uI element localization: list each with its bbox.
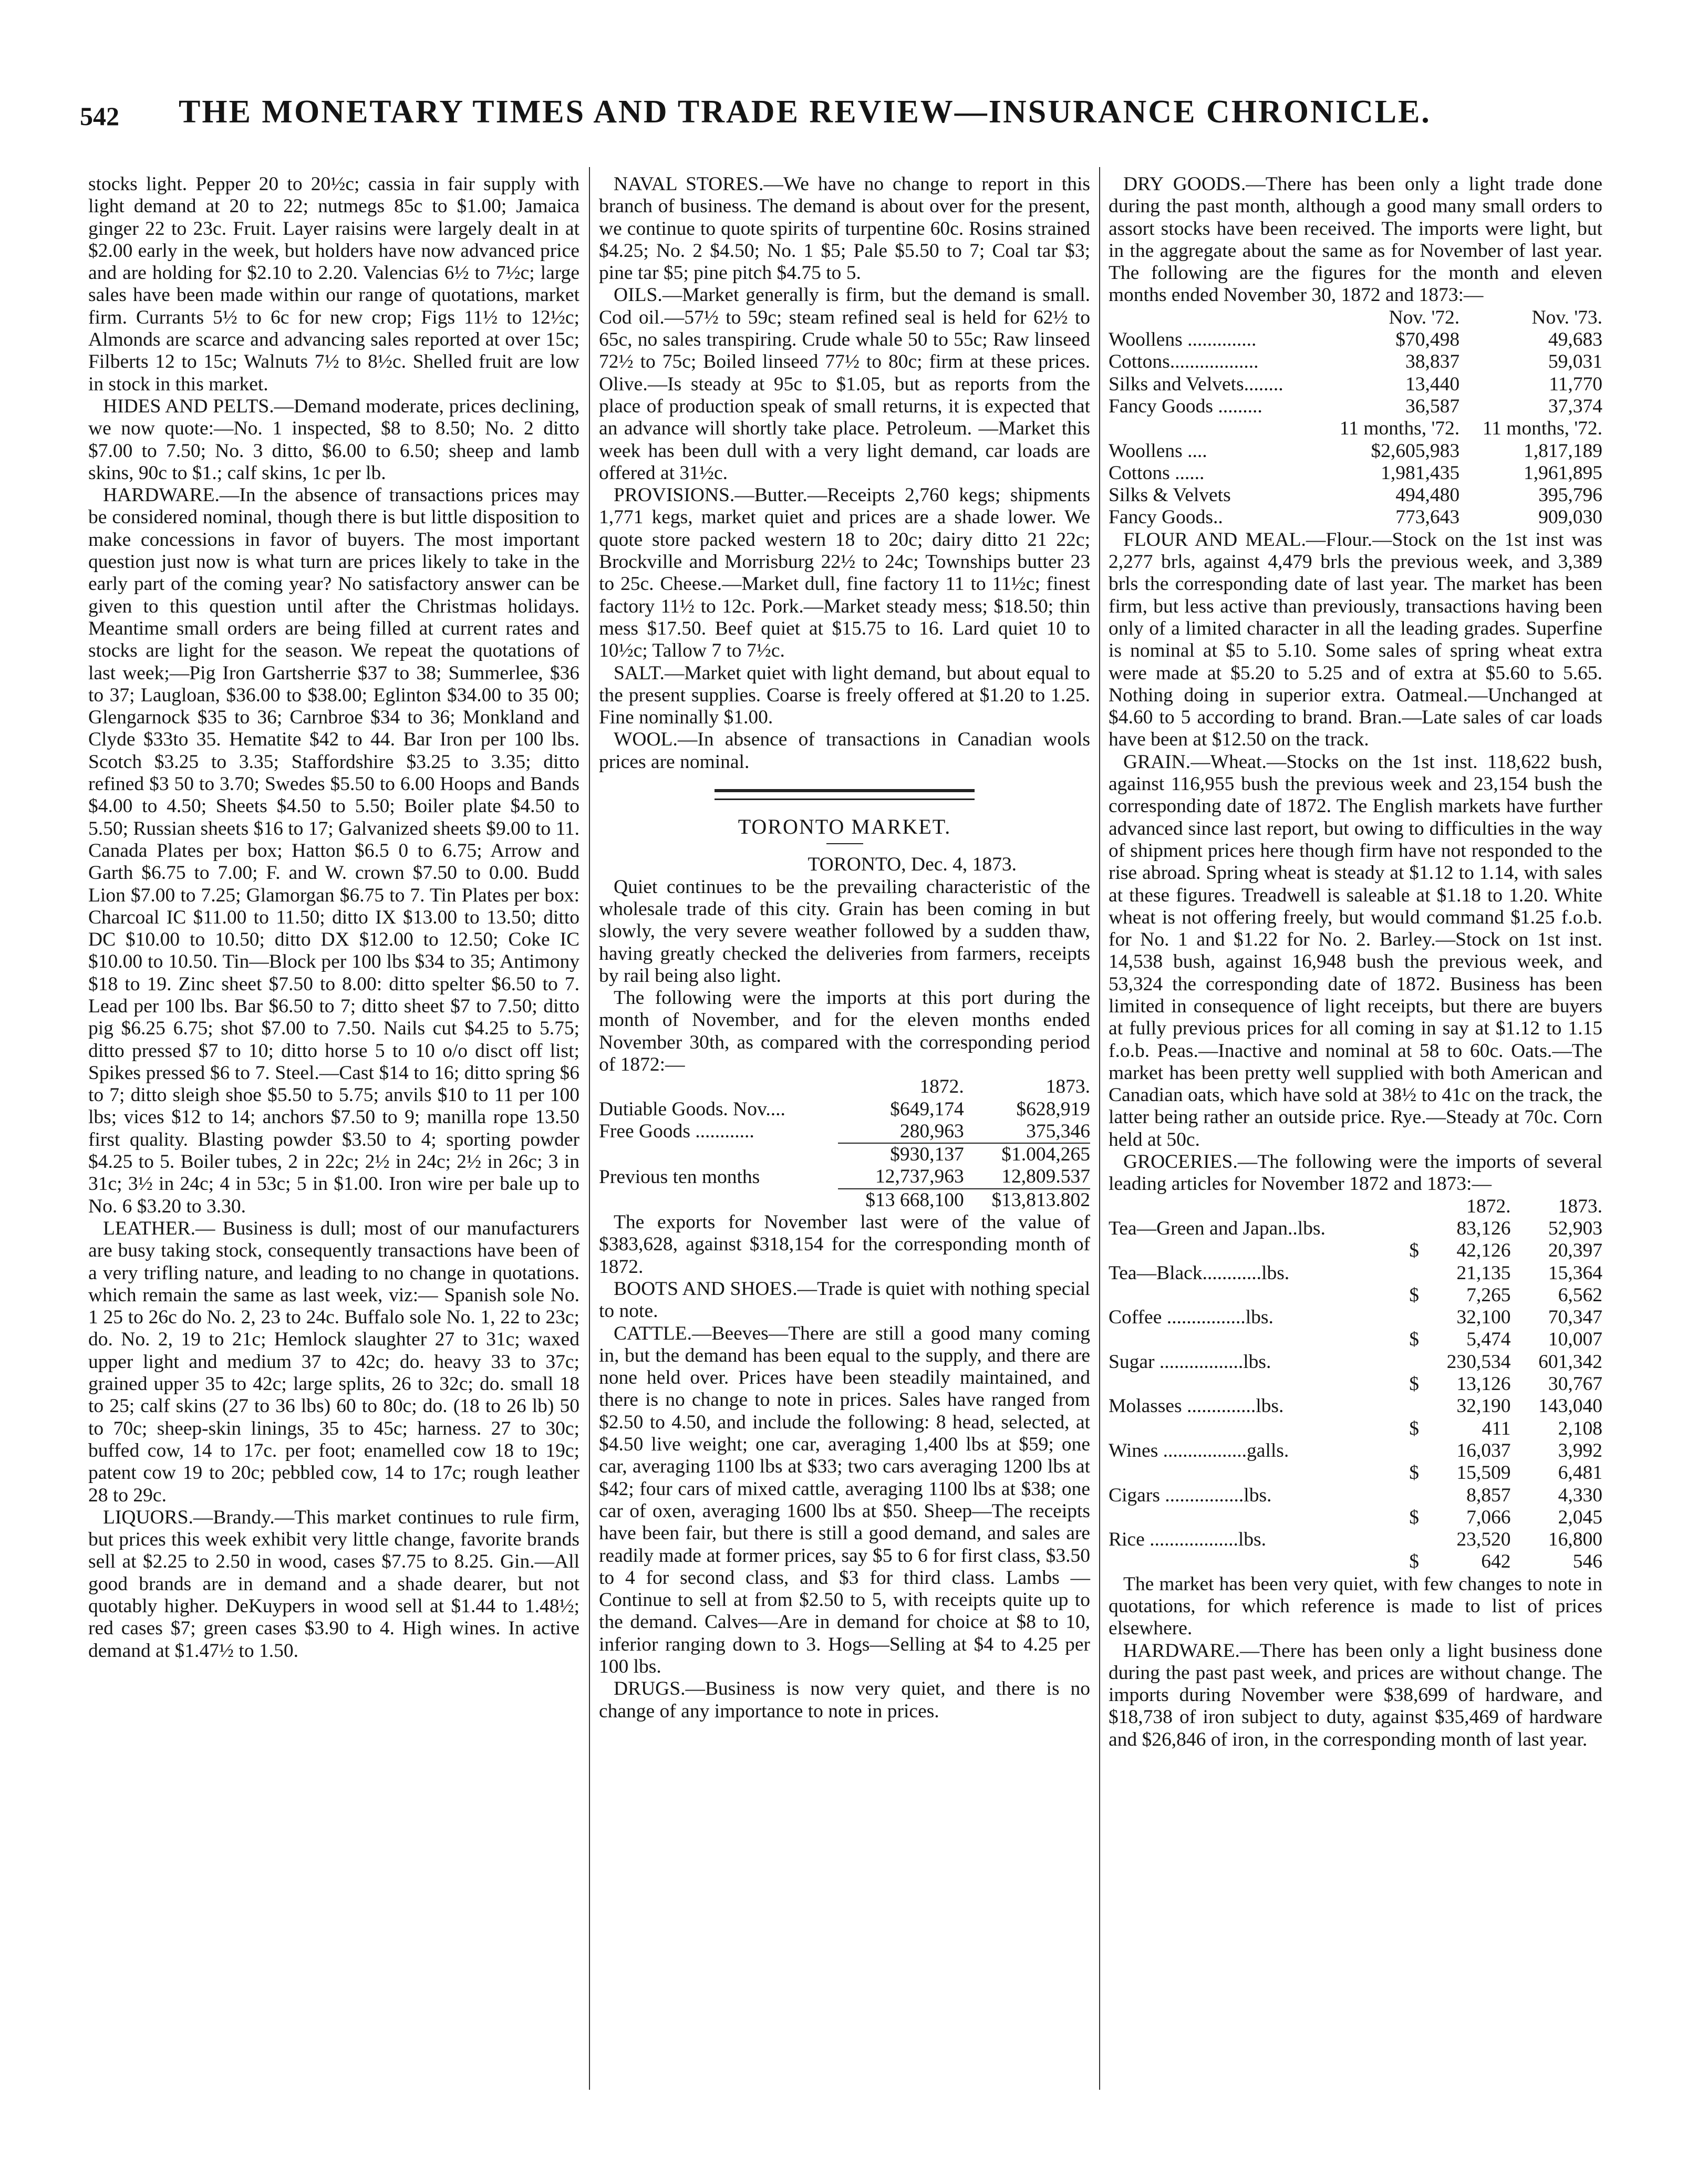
row-label: $ [1409, 1417, 1420, 1439]
cell: 11,770 [1549, 373, 1602, 395]
row-label: Cottons ...... [1109, 462, 1205, 484]
cell: 32,100 [1456, 1307, 1511, 1329]
cell: 411 [1482, 1417, 1511, 1439]
cell: 13,126 [1456, 1373, 1511, 1395]
cell: 15,364 [1548, 1262, 1602, 1284]
cell: $649,174 [890, 1098, 964, 1120]
cell: 12,809.537 [1001, 1166, 1090, 1188]
article-hardware-toronto: HARDWARE.—There has been only a light business done during the past past week, and prices are without change. The imports during November were $38,699 of hardware, and $18,738 of iron subject to duty, against $35,469 of hardware and $26,846 of iron, in the corresponding month of last year. [1109, 1640, 1602, 1750]
table-row [1109, 1240, 1602, 1262]
row-label: Molasses ..............lbs. [1109, 1395, 1284, 1417]
cell: $628,919 [1016, 1098, 1090, 1120]
cell: 15,509 [1456, 1462, 1511, 1484]
cell: 2,108 [1558, 1417, 1602, 1439]
column-1 [88, 173, 579, 1662]
dry-goods-table [1109, 307, 1602, 529]
cell: 1,961,895 [1524, 462, 1602, 484]
cell: 32,190 [1456, 1395, 1511, 1417]
table-row [1109, 1462, 1602, 1484]
article-spices-fruit: stocks light. Pepper 20 to 20½c; cassia in fair supply with light demand at 20 to 22; nutmegs 85c to $1.00; Jamaica ginger 22 to 23c. Fruit. Layer raisins were largely dealt in at $2.00 early in the week, but holders have now advanced price and are holding for $2.10 to 2.20. Valencias 6½ to 7½c; large sales have been made within our range of quotations, market firm. Currants 5½ to 6c for new crop; Figs 11½ to 12½c; Almonds are scarce and advancing sales reported at over 15c; Filberts 12 to 15c; Walnuts 7½ to 8½c. Shelled fruit are low in stock in this market. [88, 173, 579, 395]
table-row [1109, 506, 1602, 528]
table-row [1109, 1551, 1602, 1573]
cell: 494,480 [1395, 484, 1460, 506]
cell: 23,520 [1456, 1529, 1511, 1551]
table-row [1109, 1284, 1602, 1307]
row-label: Wines .................galls. [1109, 1439, 1289, 1461]
table-row [1109, 329, 1602, 351]
cell: 143,040 [1538, 1395, 1602, 1417]
cell: 280,963 [899, 1120, 964, 1142]
article-oils: OILS.—Market generally is firm, but the demand is small. Cod oil.—57½ to 59c; steam refined seal is held for 62½ to 65c, no sales transpiring. Crude whale 50 to 55c; Raw linseed 72½ to 75c; Boiled linseed 77½ to 80c; firm at these prices. Olive.—Is steady at 95c to $1.05, but as reports from the place of production speak of small returns, it is expected that an advance will shortly take place. Petroleum. —Market this week has been dull with a very light demand, car loads are offered at 31½c. [599, 284, 1090, 484]
column-rule [1099, 167, 1100, 2090]
cell: $930,137 [838, 1143, 964, 1166]
cell: 42,126 [1456, 1240, 1511, 1262]
cell: 8,857 [1466, 1484, 1511, 1506]
table-row [1109, 1351, 1602, 1373]
page-title: THE MONETARY TIMES AND TRADE REVIEW—INSURANCE CHRONICLE. [179, 94, 1431, 130]
cell: 7,265 [1466, 1284, 1511, 1306]
table-row [599, 1121, 1090, 1143]
article-groceries: GROCERIES.—The following were the imports of several leading articles for November 1872 and 1873:— [1109, 1151, 1602, 1195]
table-row [1109, 1373, 1602, 1395]
article-drugs: DRUGS.—Business is now very quiet, and there is no change of any importance to note in prices. [599, 1678, 1090, 1722]
table-row [599, 1166, 1090, 1188]
cell: 10,007 [1548, 1329, 1602, 1351]
col-header: 11 months, '72. [1482, 418, 1602, 440]
table-row [1109, 1329, 1602, 1351]
table-row [1109, 440, 1602, 462]
groceries-note: The market has been very quiet, with few changes to note in quotations, for which reference is made to list of prices elsewhere. [1109, 1573, 1602, 1640]
article-flour-meal: FLOUR AND MEAL.—Flour.—Stock on the 1st inst was 2,277 brls, against 4,479 brls the previous week, and 3,389 brls the corresponding date of last year. The market has been firm, but less active than previously, transactions having been only of a limited character in all the leading grades. Superfine is nominal at $5 to 5.10. Some sales of spring wheat extra were made at $5.20 to 5.25 and of extra at $5.60 to 5.65. Nothing doing in superior extra. Oatmeal.—Unchanged at $4.60 to 5 according to brand. Bran.—Late sales of car loads have been at $12.50 on the track. [1109, 528, 1602, 751]
row-label: $ [1409, 1329, 1420, 1351]
toronto-imports-text: The following were the imports at this port during the month of November, and for the eleven months ended November 30th, as compared with the corresponding period of 1872:— [599, 987, 1090, 1075]
col-header: 1873. [1558, 1195, 1602, 1217]
cell: 20,397 [1548, 1240, 1602, 1262]
cell: 601,342 [1538, 1351, 1602, 1373]
cell: 36,587 [1405, 395, 1460, 417]
article-boots-shoes: BOOTS AND SHOES.—Trade is quiet with nothing special to note. [599, 1278, 1090, 1322]
cell: 21,135 [1456, 1262, 1511, 1284]
cell: 375,346 [1026, 1120, 1090, 1142]
cell: 16,800 [1548, 1529, 1602, 1551]
toronto-exports-text: The exports for November last were of the value of $383,628, against $318,154 for the corresponding month of 1872. [599, 1211, 1090, 1278]
table-row [1109, 351, 1602, 373]
col-header: 11 months, '72. [1339, 418, 1460, 440]
table-row [1109, 1307, 1602, 1329]
article-naval-stores: NAVAL STORES.—We have no change to report in this branch of business. The demand is about over for the present, we continue to quote spirits of turpentine 60c. Rosins strained $4.25; No. 2 $4.50; No. 1 $5; Pale $5.50 to 7; Coal tar $3; pine tar $5; pine pitch $4.75 to 5. [599, 173, 1090, 284]
col-header: 1873. [1045, 1076, 1090, 1098]
cell: 395,796 [1538, 484, 1602, 506]
article-wool: WOOL.—In absence of transactions in Canadian wools prices are nominal. [599, 729, 1090, 773]
table-row [1109, 1262, 1602, 1284]
row-label: Silks and Velvets........ [1109, 373, 1283, 395]
cell: 83,126 [1456, 1217, 1511, 1239]
table-row [1109, 1507, 1602, 1529]
cell: 1,981,435 [1381, 462, 1460, 484]
table-row [599, 1098, 1090, 1121]
table-row [599, 1143, 1090, 1166]
col-header: Nov. '72. [1389, 306, 1460, 328]
col-header: 1872. [1466, 1195, 1511, 1217]
col-header: Nov. '73. [1531, 306, 1602, 328]
cell: 38,837 [1405, 351, 1460, 373]
cell: $70,498 [1395, 329, 1460, 351]
cell: 59,031 [1548, 351, 1602, 373]
toronto-intro: Quiet continues to be the prevailing characteristic of the wholesale trade of this city. Grain has been coming in but slowly, the very severe weather followed by a sudden thaw, having greatly checked the deliveries from farmers, receipts by rail being also light. [599, 876, 1090, 987]
col-header: 1872. [919, 1076, 964, 1098]
toronto-market-heading: TORONTO MARKET. [738, 815, 951, 839]
row-label: Previous ten months [599, 1166, 760, 1188]
row-label: $ [1409, 1506, 1420, 1528]
table-row [599, 1189, 1090, 1211]
table-row [1109, 396, 1602, 418]
cell: 1,817,189 [1524, 440, 1602, 462]
row-label: Rice ..................lbs. [1109, 1529, 1266, 1551]
cell: 6,481 [1558, 1462, 1602, 1484]
cell: $13,813.802 [964, 1189, 1090, 1211]
cell: 6,562 [1558, 1284, 1602, 1306]
table-row [1109, 1440, 1602, 1462]
table-row [1109, 484, 1602, 506]
row-label [599, 1189, 838, 1211]
section-divider [715, 789, 975, 800]
cell: 52,903 [1548, 1217, 1602, 1239]
table-row [1109, 1395, 1602, 1417]
cell: $13 668,100 [838, 1189, 964, 1211]
short-rule [826, 843, 863, 844]
cell: $2,605,983 [1371, 440, 1460, 462]
row-label: Coffee ................lbs. [1109, 1307, 1274, 1329]
column-rule [589, 167, 590, 2090]
row-label: Tea—Green and Japan..lbs. [1109, 1217, 1326, 1239]
row-label: Silks & Velvets [1109, 484, 1231, 506]
table-row [1109, 462, 1602, 484]
row-label: Tea—Black............lbs. [1109, 1262, 1290, 1284]
cell: 16,037 [1456, 1439, 1511, 1461]
article-leather: LEATHER.— Business is dull; most of our manufacturers are busy taking stock, consequently transactions have been of a very trifling nature, and leading to no change in quotations. which remain the same as last week, viz:— Spanish sole No. 1 25 to 26c do No. 2, 23 to 24c. Buffalo sole No. 1, 22 to 23c; do. No. 2, 19 to 21c; Hemlock slaughter 27 to 31c; waxed upper light and medium 37 to 42c; do. heavy 33 to 37c; grained upper 35 to 42c; large splits, 26 to 32c; do. small 18 to 25; calf skins (27 to 36 lbs) 60 to 80c; do. (18 to 26 lb) 50 to 70c; sheep-skin linings, 35 to 45c; harness. 27 to 30c; buffed cow, 14 to 17c. per foot; enamelled cow 18 to 19c; patent cow 19 to 20c; pebbled cow, 14 to 17c; rough leather 28 to 29c. [88, 1217, 579, 1506]
table-row [1109, 374, 1602, 396]
page-number: 542 [80, 101, 119, 131]
table-row [1109, 1418, 1602, 1440]
dateline: TORONTO, Dec. 4, 1873. [808, 854, 1017, 876]
cell: $1.004,265 [964, 1143, 1090, 1166]
row-label: Fancy Goods.. [1109, 506, 1223, 528]
row-label: Woollens .... [1109, 440, 1207, 462]
cell: 230,534 [1446, 1351, 1511, 1373]
cell: 13,440 [1405, 373, 1460, 395]
cell: 30,767 [1548, 1373, 1602, 1395]
cell: 5,474 [1466, 1329, 1511, 1351]
article-dry-goods: DRY GOODS.—There has been only a light trade done during the past month, although a good many small orders to assort stocks have been received. The imports were light, but in the aggregate about the same as for November of last year. The following are the figures for the month and eleven months ended November 30, 1872 and 1873:— [1109, 173, 1602, 306]
row-label: $ [1409, 1373, 1420, 1395]
article-salt: SALT.—Market quiet with light demand, but about equal to the present supplies. Coarse is freely offered at $1.20 to 1.25. Fine nominally $1.00. [599, 662, 1090, 729]
article-hides-pelts: HIDES AND PELTS.—Demand moderate, prices declining, we now quote:—No. 1 inspected, $8 to 8.50; No. 2 ditto $7.00 to 7.50; No. 3 ditto, $6.00 to 6.50; sheep and lamb skins, 90c to $1.; calf skins, 1c per lb. [88, 395, 579, 484]
cell: 3,992 [1558, 1439, 1602, 1461]
article-grain: GRAIN.—Wheat.—Stocks on the 1st inst. 118,622 bush, against 116,955 bush the previous week and 23,154 bush the corresponding date of 1872. The English markets have further advanced since last report, but owing to difficulties in the way of shipment prices here though firm have not responded to the rise abroad. Spring wheat is steady at $1.12 to 1.14, with sales at these figures. Treadwell is saleable at $1.18 to 1.20. White wheat is not offering freely, but would command $1.25 f.o.b. for No. 1 and $1.22 for No. 2. Barley.—Stock on 1st inst. 14,538 bush, against 16,948 bush the previous week, and 53,324 the corresponding date of 1872. Business has been limited in consequence of light receipts, but there are buyers at fully previous prices for all coming in say at $1.12 to 1.15 f.o.b. Peas.—Inactive and nominal at 58 to 60c. Oats.—The market has been pretty well supplied with both American and Canadian oats, which have sold at 38½ to 41c on the track, the latter being rather an outside price. Rye.—Steady at 70c. Corn held at 50c. [1109, 751, 1602, 1150]
imports-table [599, 1076, 1090, 1211]
row-label: $ [1409, 1284, 1420, 1306]
cell: 909,030 [1538, 506, 1602, 528]
table-row [1109, 1529, 1602, 1551]
cell: 773,643 [1395, 506, 1460, 528]
column-3 [1109, 173, 1602, 1751]
article-hardware: HARDWARE.—In the absence of transactions prices may be considered nominal, though there is but little disposition to make concessions in favor of buyers. The most important question just now is what turn are prices likely to take in the early part of the coming year? No satisfactory answer can be given to this question until after the Christmas holidays. Meantime small orders are being filled at current rates and stocks are light for the season. We repeat the quotations of last week;—Pig Iron Gartsherrie $37 to 38; Summerlee, $36 to 37; Laugloan, $36.00 to $38.00; Eglinton $34.00 to 35 00; Glengarnock $35 to 36; Carnbroe $34 to 36; Monkland and Clyde $33to 35. Hematite $42 to 44. Bar Iron per 100 lbs. Scotch $3.25 to 3.35; Staffordshire $3.25 to 3.35; ditto refined $3 50 to 3.70; Swedes $5.50 to 6.00 Hoops and Bands $4.00 to 4.50; Sheets $4.50 to 5.50; Boiler plate $4.50 to 5.50; Russian sheets $16 to 17; Galvanized sheets $9.00 to 11. Canada Plates per box; Hatton $6.5 0 to 6.75; Arrow and Garth $6.75 to 7.00; F. and W. crown $7.50 to 0.00. Budd Lion $7.00 to 7.25; Glamorgan $6.75 to 7. Tin Plates per box: Charcoal IC $11.00 to 11.50; ditto IX $13.00 to 13.50; ditto DC $10.00 to 10.50; ditto DX $12.00 to 12.50; Coke IC $10.00 to 10.50. Tin—Block per 100 lbs $34 to 35; Antimony $18 to 19. Zinc sheet $7.50 to 8.00: ditto spelter $6.50 to 7. Lead per 100 lbs. Bar $6.50 to 7; ditto sheet $7 to 7.50; ditto pig $6.25 6.75; shot $7.00 to 7.50. Nails cut $4.25 to 5.75; ditto pressed $7 to 10; ditto horse 5 to 10 o/o disct off list; Spikes pressed $6 to 7. Steel.—Cast $14 to 16; ditto spring $6 to 7; ditto sleigh shoe $5.50 to 5.75; anvils $10 to 11 per 100 lbs; vices $12 to 14; anchors $7.50 to 9; manilla rope 13.50 first quality. Blasting powder $3.50 to 4; sporting powder $4.25 to 5. Boiler tubes, 2 in 22c; 2½ in 24c; 2½ in 26c; 3 in 31c; 3½ in 24c; 4 in 53c; 5 in $1.00. Iron wire per bale up to No. 6 $3.20 to 3.30. [88, 484, 579, 1217]
table-row [1109, 1485, 1602, 1507]
groceries-table [1109, 1196, 1602, 1573]
cell: 546 [1572, 1551, 1602, 1573]
article-provisions: PROVISIONS.—Butter.—Receipts 2,760 kegs; shipments 1,771 kegs, market quiet and prices are a shade lower. We quote store packed western 18 to 20c; dairy ditto 21 22c; Brockville and Morrisburg 22½ to 24c; Townships butter 23 to 25c. Cheese.—Market dull, fine factory 11 to 11½c; finest factory 11½ to 12c. Pork.—Market steady mess; $18.50; thin mess $17.50. Beef quiet at $15.75 to 16. Lard quiet 10 to 10½c; Tallow 7 to 7½c. [599, 484, 1090, 662]
row-label: Cottons.................. [1109, 351, 1259, 373]
table-row [1109, 1218, 1602, 1240]
column-2 [599, 173, 1090, 1723]
row-label: $ [1409, 1240, 1420, 1262]
cell: 12,737,963 [875, 1166, 964, 1188]
article-cattle: CATTLE.—Beeves—There are still a good many coming in, but the demand has been equal to the supply, and there are none held over. Prices have been steadily maintained, and there is no change to note in prices. Sales have ranged from $2.50 to 4.50, and include the following: 8 head, selected, at $4.50 live weight; one car, averaging 1,400 lbs at $59; one car, averaging 1100 lbs at $33; two cars averaging 1200 lbs at $42; four cars of mixed cattle, averaging 1100 lbs at $38; one car of oxen, averaging 1600 lbs at $50. Sheep—The receipts have been fair, but there is still a good demand, and sales are readily made at former prices, say $5 to 6 for first class, $3.50 to 4 for second class, and $3 for third class. Lambs —Continue to sell at from $2.50 to 5, with receipts quite up to the demand. Calves—Are in demand for choice at $8 to 10, inferior ranging down to 3. Hogs—Selling at $4 to 4.25 per 100 lbs. [599, 1322, 1090, 1677]
cell: 70,347 [1548, 1307, 1602, 1329]
cell: 4,330 [1558, 1484, 1602, 1506]
cell: 49,683 [1548, 329, 1602, 351]
row-label: Sugar .................lbs. [1109, 1351, 1271, 1373]
cell: 642 [1481, 1551, 1511, 1573]
row-label: Fancy Goods ......... [1109, 395, 1262, 417]
row-label: $ [1409, 1462, 1420, 1484]
row-label: Free Goods ............ [599, 1121, 754, 1143]
cell: 7,066 [1466, 1506, 1511, 1528]
cell: 2,045 [1558, 1506, 1602, 1528]
row-label: Woollens .............. [1109, 329, 1257, 351]
article-liquors: LIQUORS.—Brandy.—This market continues to rule firm, but prices this week exhibit very little change, favorite brands sell at $2.25 to 2.50 in wood, cases $7.75 to 8.25. Gin.—All good brands are in demand and a shade dearer, but not quotably higher. DeKuypers in wood sell at $1.44 to 1.48½; red cases $7; green cases $3.90 to 4. High wines. In active demand at $1.47½ to 1.50. [88, 1506, 579, 1662]
row-label: Cigars ................lbs. [1109, 1484, 1272, 1506]
row-label: Dutiable Goods. Nov.... [599, 1098, 785, 1120]
row-label: $ [1409, 1551, 1420, 1573]
cell: 37,374 [1548, 395, 1602, 417]
row-label [599, 1143, 838, 1166]
